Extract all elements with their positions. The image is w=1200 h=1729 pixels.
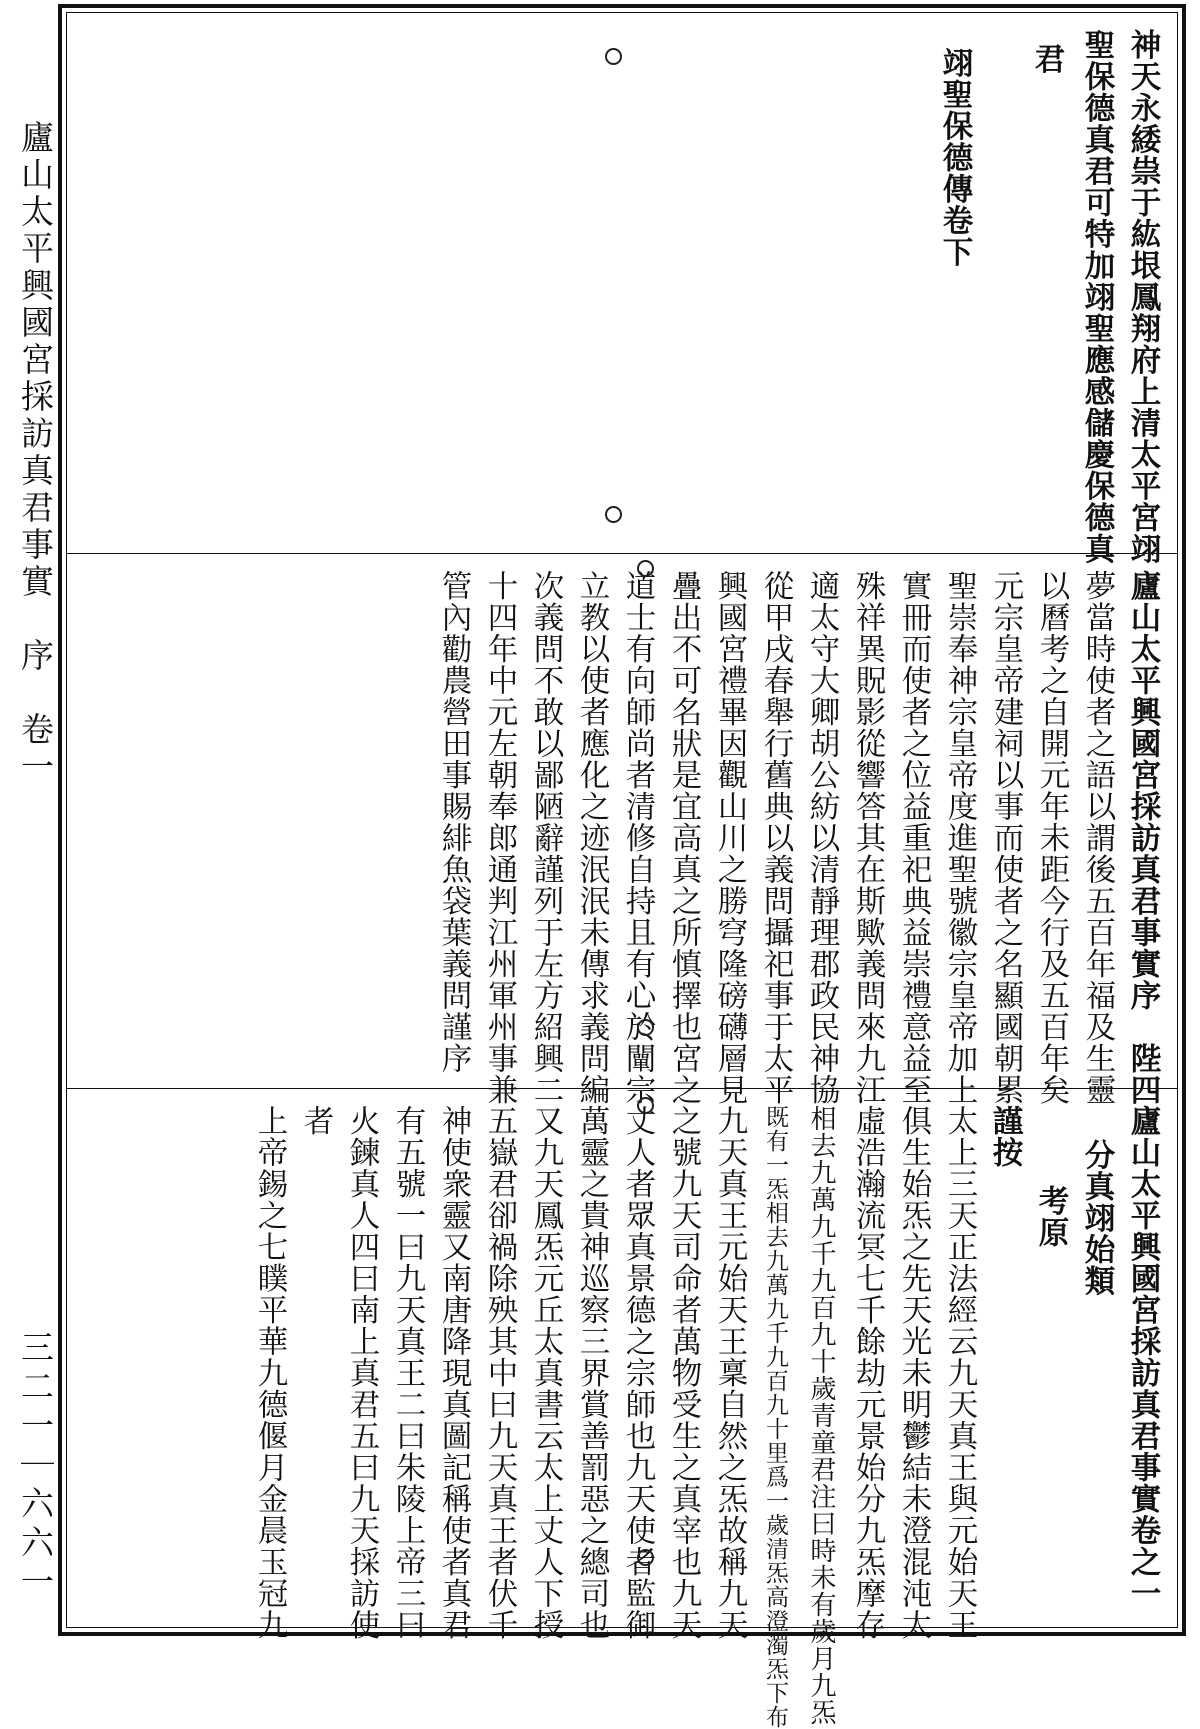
margin-page-number: 三二一｜六六一 [16, 1330, 55, 1603]
text-column: 十四年中元左朝奉郎通判江州軍州事兼 [482, 570, 517, 1106]
text-column: 萬靈之貴神巡察三界賞善罰惡之總司也 [574, 1105, 609, 1641]
text-column: 從甲戌春舉行舊典以義問攝祀事于太平 [758, 570, 793, 1106]
circle-marker [605, 48, 622, 65]
text-column: 九天真王元始天王稟自然之炁故稱九天 [712, 1105, 747, 1641]
page-inner-border [66, 12, 1178, 1729]
circle-marker [637, 1097, 654, 1114]
text-column: 神使衆靈又南唐降現真圖記稱使者真君 [436, 1105, 471, 1641]
text-column: 謹按 [987, 1105, 1023, 1168]
margin-book-title: 廬山太平興國宮採訪真君事實 序 卷一 [16, 120, 55, 786]
text-column: 聖保德真君可特加翊聖應感儲慶保德真 [1079, 29, 1115, 565]
chapter-title-column: 廬山太平興國宮採訪真君事實卷之一 [1125, 1105, 1161, 1609]
text-column: 之號九天司命者萬物受生之真宰也九天 [666, 1105, 701, 1641]
circle-marker [637, 1019, 654, 1036]
section-title-column: 翊聖保德傳卷下 [937, 47, 973, 268]
text-column: 聖崇奉神宗皇帝度進聖號徽宗皇帝加上 [942, 570, 977, 1106]
panel-top [67, 13, 1177, 565]
text-column: 考原 [1033, 1185, 1069, 1248]
text-column: 火鍊真人四曰南上真君五曰九天採訪使 [344, 1105, 379, 1641]
text-column: 實冊而使者之位益重祀典益崇禮意益至 [896, 570, 931, 1106]
text-column: 神天永緌祟于紘垠鳳翔府上清太平宮翊 [1125, 29, 1161, 565]
text-column: 適太守大卿胡公紡以清靜理郡政民神協 [804, 570, 839, 1106]
text-column: 分真翊始類 [1079, 1139, 1115, 1297]
text-column: 以曆考之自開元年未距今行及五百年矣 [1034, 570, 1069, 1106]
text-column: 殊祥異貺影從響答其在斯歟義問來九江 [850, 570, 885, 1106]
text-column: 興國宮禮畢因觀山川之勝穹隆磅礴層見 [712, 570, 747, 1106]
preface-title-column: 廬山太平興國宮採訪真君事實序 陛四 [1125, 570, 1161, 1106]
text-column: 立教以使者應化之迹泯泯未傳求義問編 [574, 570, 609, 1106]
circle-marker [637, 1549, 654, 1566]
page-frame [58, 4, 1186, 1729]
text-column: 相去九萬九千九百九十歲青童君注曰時未有歲月九炁 [806, 1105, 836, 1726]
text-column: 俱生始炁之先天光未明鬱結未澄混沌太 [896, 1105, 931, 1641]
text-column: 又九天鳳炁元丘太真書云太上丈人下授 [528, 1105, 563, 1641]
text-column: 次義問不敢以鄙陋辭謹列于左方紹興二 [528, 570, 563, 1106]
text-column: 元宗皇帝建祠以事而使者之名顯國朝累 [988, 570, 1023, 1106]
text-column: 虛浩瀚流冥七千餘劫元景始分九炁摩存 [850, 1105, 885, 1641]
text-column: 管內勸農營田事賜緋魚袋葉義問謹序 [436, 570, 471, 1074]
text-column: 太上三天正法經云九天真王與元始天王 [942, 1105, 977, 1641]
text-column: 君 [1029, 43, 1065, 75]
text-column: 者 [298, 1105, 333, 1137]
text-column: 五嶽君卻禍除殃其中曰九天真王者伏千 [482, 1105, 517, 1641]
text-column: 上帝錫之七瞨平華九德偃月金晨玉冠九 [252, 1105, 287, 1641]
text-column: 夢當時使者之語以謂後五百年福及生靈 [1080, 570, 1115, 1106]
text-column: 疊出不可名狀是宜高真之所慎擇也宮之 [666, 570, 701, 1106]
text-column: 道士有向師尚者清修自持且有心於闡宗 [620, 570, 655, 1106]
circle-marker [637, 560, 654, 577]
circle-marker [605, 506, 622, 523]
panel-middle [67, 554, 1177, 1106]
panel-bottom [67, 1089, 1177, 1729]
annotation-column: 既有一炁相去九萬九千九百九十里爲一歲清炁高澄濁炁下布 [762, 1105, 788, 1729]
text-column: 丈人者眾真景德之宗師也九天使者監御 [620, 1105, 655, 1641]
text-column: 有五號一曰九天真王二曰朱陵上帝三曰 [390, 1105, 425, 1641]
